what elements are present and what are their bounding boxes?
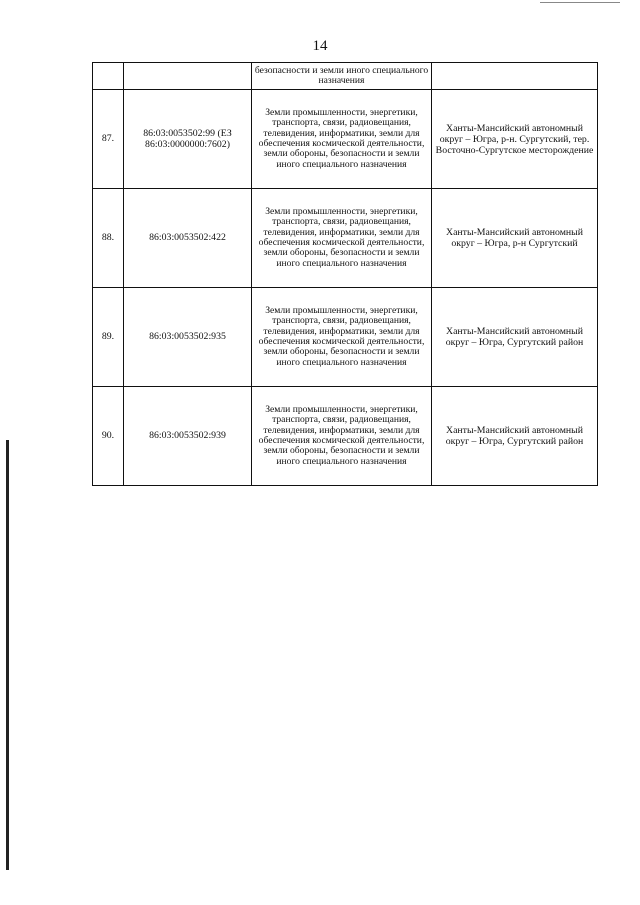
row-number-cell: 88. xyxy=(93,189,124,288)
location-cell: Ханты-Мансийский автономный округ – Югра, Сургутский район xyxy=(432,288,598,387)
land-category-cell: Земли промышленности, энергетики, транспорта, связи, радиовещания, телевидения, информатики, земли для обеспечения космической деятельности, земли обороны, безопасности и земли иного специального назначения xyxy=(252,90,432,189)
scan-top-rule xyxy=(540,2,620,3)
land-category-cell: Земли промышленности, энергетики, транспорта, связи, радиовещания, телевидения, информатики, земли для обеспечения космической деятельности, земли обороны, безопасности и земли иного специального назначения xyxy=(252,387,432,486)
cadastral-number-cell: 86:03:0053502:935 xyxy=(124,288,252,387)
location-cell: Ханты-Мансийский автономный округ – Югра, Сургутский район xyxy=(432,387,598,486)
land-category-cell: Земли промышленности, энергетики, транспорта, связи, радиовещания, телевидения, информатики, земли для обеспечения космической деятельности, земли обороны, безопасности и земли иного специального назначения xyxy=(252,189,432,288)
land-category-cell: безопасности и земли иного специального назначения xyxy=(252,63,432,90)
cadastral-number-cell: 86:03:0053502:99 (ЕЗ 86:03:0000000:7602) xyxy=(124,90,252,189)
cadastral-number-cell: 86:03:0053502:939 xyxy=(124,387,252,486)
row-number-cell: 90. xyxy=(93,387,124,486)
page-number: 14 xyxy=(312,38,328,54)
land-category-cell: Земли промышленности, энергетики, транспорта, связи, радиовещания, телевидения, информатики, земли для обеспечения космической деятельности, земли обороны, безопасности и земли иного специального назначения xyxy=(252,288,432,387)
scan-edge-mark xyxy=(6,440,9,870)
cadastral-number-cell: 86:03:0053502:422 xyxy=(124,189,252,288)
location-cell: Ханты-Мансийский автономный округ – Югра, р-н Сургутский xyxy=(432,189,598,288)
row-number-cell: 87. xyxy=(93,90,124,189)
table-row xyxy=(93,189,598,288)
table-row-continuation xyxy=(93,63,598,90)
cadastral-number-cell xyxy=(124,63,252,90)
table-row xyxy=(93,288,598,387)
location-cell xyxy=(432,63,598,90)
row-number-cell xyxy=(93,63,124,90)
land-plots-table xyxy=(92,62,598,486)
table-row xyxy=(93,90,598,189)
row-number-cell: 89. xyxy=(93,288,124,387)
table-row xyxy=(93,387,598,486)
location-cell: Ханты-Мансийский автономный округ – Югра, р-н. Сургутский, тер. Восточно-Сургутское месторождение xyxy=(432,90,598,189)
